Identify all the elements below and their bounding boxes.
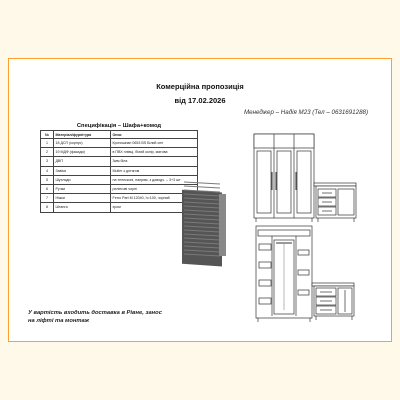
rail-handle-image: [182, 182, 226, 267]
row-material: 19 МДФ (фасади): [54, 148, 111, 157]
footer-line-2: на ліфті та монтаж: [28, 318, 90, 325]
row-description: на телескопі, напрям. з доводч. – 3+3 шт: [111, 175, 198, 184]
row-material: ДВП: [54, 157, 111, 166]
offer-title: Комерційна пропозиція: [156, 82, 244, 91]
spec-col-material: Матеріал/фурнітура: [54, 131, 111, 139]
row-material: Завіси: [54, 166, 111, 175]
row-description: релінгові чорні: [111, 184, 198, 193]
wardrobe-closed-drawing: [254, 134, 356, 222]
row-description: 3мм біла: [111, 157, 198, 166]
row-number: 2: [41, 148, 54, 157]
footer-line-1: У вартість входить доставка в Рівне, занос: [28, 310, 162, 316]
row-number: 4: [41, 166, 54, 175]
row-number: 6: [41, 184, 54, 193]
offer-date: від 17.02.2026: [174, 96, 226, 105]
spec-col-description: Опис: [111, 131, 198, 139]
row-material: Шухляди: [54, 175, 111, 184]
row-number: 1: [41, 139, 54, 148]
row-description: Ferro Part M 12040, h=100, чорний: [111, 194, 198, 203]
row-material: Ручки: [54, 184, 111, 193]
wardrobe-open-drawing: [256, 226, 354, 322]
manager-contact: Менеджер – Надія М23 (Тел – 0631691288): [244, 109, 369, 116]
row-description: Кроношпан 0653 BS Білий сніг: [111, 139, 198, 148]
row-description: хром: [111, 203, 198, 212]
spec-title: Специфікація – Шафа+комод: [76, 123, 162, 129]
row-material: 18 ДСП (корпус): [54, 139, 111, 148]
row-material: Штанга: [54, 203, 111, 212]
row-description: в ПВХ плівці, білий колір, матова: [111, 148, 198, 157]
row-material: Ніжки: [54, 194, 111, 203]
row-number: 7: [41, 194, 54, 203]
row-description: Muller з дотягом: [111, 166, 198, 175]
spec-col-number: №: [41, 131, 54, 139]
row-number: 8: [41, 203, 54, 212]
row-number: 5: [41, 175, 54, 184]
row-number: 3: [41, 157, 54, 166]
